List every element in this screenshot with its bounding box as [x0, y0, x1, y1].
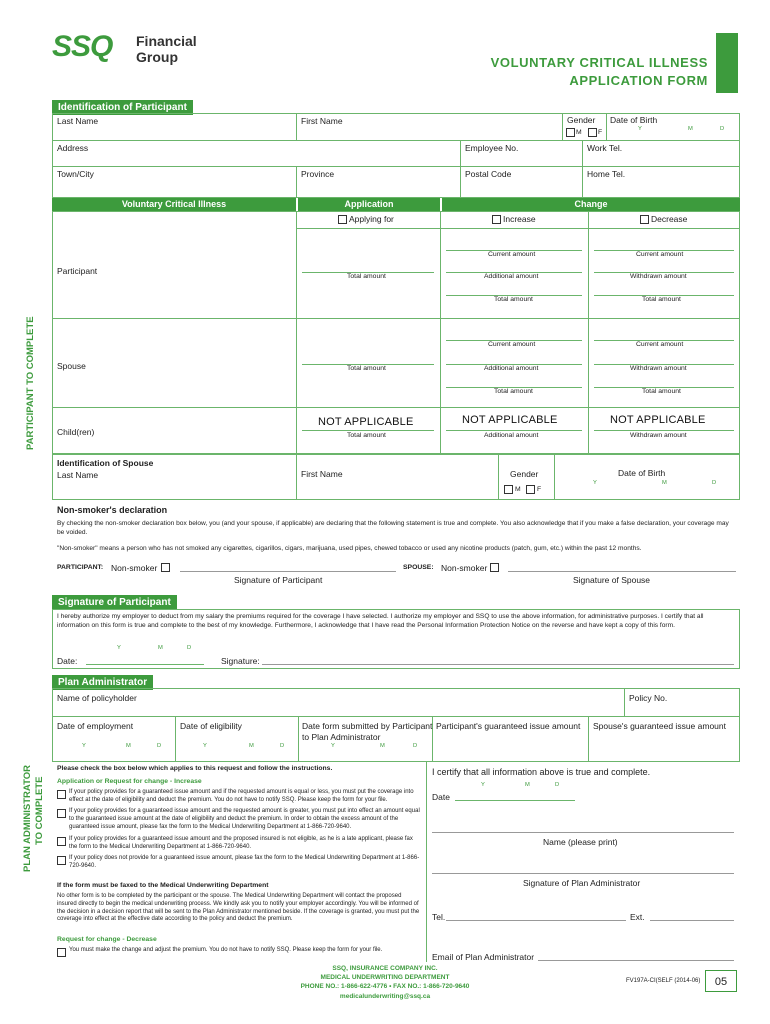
gender-m-label: M: [576, 129, 582, 136]
gender-label: Gender: [567, 115, 596, 125]
spouse-gender-m: M: [515, 486, 521, 493]
email-label: Email of Plan Administrator: [432, 952, 535, 962]
sig-d: D: [187, 645, 192, 651]
footer-line3: PHONE NO.: 1-866-622-4776 • FAX NO.: 1-866-720-9640: [300, 983, 470, 990]
policy-no-label: Policy No.: [629, 693, 668, 703]
p-dec-withdrawn: Withdrawn amount: [630, 273, 687, 280]
section-signature-title: Signature of Participant: [52, 595, 177, 610]
coverage-col-vci: Voluntary Critical Illness: [121, 199, 227, 209]
name-print-label: Name (please print): [543, 837, 618, 847]
gender-f-label: F: [598, 129, 603, 136]
faxed-title: If the form must be faxed to the Medical Underwriting Department: [57, 882, 269, 889]
decrease-text: You must make the change and adjust the premium. You do not have to notify SSQ. Please keep the form for your file.: [69, 947, 383, 953]
s-inc-current: Current amount: [488, 341, 536, 348]
ext-label: Ext.: [630, 912, 645, 922]
increase-checkbox[interactable]: [492, 215, 501, 224]
p-dec-current: Current amount: [636, 251, 684, 258]
p-inc-current: Current amount: [488, 251, 536, 258]
spouse-id-title: Identification of Spouse: [57, 458, 154, 468]
title-accent-bar: [716, 33, 738, 93]
faxed-text: No other form is to be completed by the participant or the spouse. The Medical Underwriting Department will contact the proposed insured directly to begin the medical underwriting process. We kindly ask you to notify your employer accordingly. You will be informed of the decision in a decision report that will be sent to the Plan Administrator mentioned beside. If the coverage is granted, you must put the coverage into effect at the effective date according to the policy and deduct the premium.: [57, 893, 420, 923]
increase-label: Increase: [503, 214, 536, 224]
s-inc-total: Total amount: [494, 388, 533, 395]
logo-line1: Financial: [136, 33, 197, 49]
nonsmoker-spouse-checkbox[interactable]: [490, 563, 499, 572]
spouse-dob-y: Y: [593, 480, 597, 486]
emp-m: M: [126, 743, 131, 749]
footer-line1: SSQ, INSURANCE COMPANY INC.: [332, 965, 438, 972]
spouse-gender-m-checkbox[interactable]: [504, 485, 513, 494]
sig-date-label: Date:: [57, 656, 78, 666]
nonsmoker-text1: By checking the non-smoker declaration box below, you (and your spouse, if applicable) are declaring that the following statement is true and complete. You also acknowledge that if you make a false declaration, your coverage may be voided.: [57, 520, 729, 536]
c-dec-withdrawn: Withdrawn amount: [630, 432, 687, 439]
opt1-checkbox[interactable]: [57, 790, 66, 799]
dob-y: Y: [638, 126, 642, 132]
cert-d: D: [555, 782, 560, 788]
last-name-label: Last Name: [57, 116, 99, 126]
nonsmoker-participant-text: Non-smoker: [111, 563, 158, 573]
spouse-gender-f: F: [537, 486, 542, 493]
sig-spouse-label: Signature of Spouse: [573, 575, 651, 585]
spouse-last-name: Last Name: [57, 470, 99, 480]
ssq-logo: [52, 30, 212, 70]
elig-y: Y: [203, 743, 207, 749]
dob-d: D: [720, 126, 725, 132]
emp-d: D: [157, 743, 162, 749]
coverage-col-application: Application: [344, 199, 394, 209]
page-number: 05: [705, 970, 737, 992]
side-label-participant: PARTICIPANT TO COMPLETE: [25, 316, 36, 450]
certify-text: I certify that all information above is true and complete.: [432, 767, 651, 777]
opt1-text: If your policy provides for a guaranteed issue amount and if the requested amount is equal or less, you must put the coverage into effect at the date of eligibility and deduct the premium. You do not have to notify SSQ. Please keep the form for your file.: [69, 789, 414, 803]
date-eligibility-label: Date of eligibility: [180, 721, 242, 731]
s-app-total: Total amount: [347, 365, 386, 372]
spouse-first-name: First Name: [301, 469, 343, 479]
nonsmoker-spouse-text: Non-smoker: [441, 563, 488, 573]
check-instruction: Please check the box below which applies to this request and follow the instructions.: [57, 765, 333, 772]
date-employment-label: Date of employment: [57, 721, 134, 731]
town-city-label: Town/City: [57, 169, 94, 179]
c-inc-additional: Additional amount: [484, 432, 539, 439]
employee-no-label: Employee No.: [465, 143, 519, 153]
sig-admin-label: Signature of Plan Administrator: [523, 878, 641, 888]
app-increase-title: Application or Request for change - Increase: [57, 778, 202, 785]
decrease-option-checkbox[interactable]: [57, 948, 66, 957]
opt3-text: If your policy provides for a guaranteed issue amount and the proposed insured is not eligible, as he is a late applicant, please fax the form to the Medical Underwriting Department at 1-866-720-9640.: [69, 836, 413, 850]
applying-for-checkbox[interactable]: [338, 215, 347, 224]
sub-y: Y: [331, 743, 335, 749]
nonsmoker-spouse-label: SPOUSE:: [403, 564, 434, 571]
date-submitted-label: Date form submitted by Participant: [302, 721, 433, 731]
title-line2: APPLICATION FORM: [569, 73, 708, 88]
nonsmoker-text2: "Non-smoker" means a person who has not smoked any cigarettes, cigarillos, cigars, marijuana, used pipes, chewed tobacco or used any nicotine products (patch, gum, etc.) within the past 12 months.: [57, 545, 642, 552]
s-dec-current: Current amount: [636, 341, 684, 348]
side-label-admin-1: PLAN ADMINISTRATOR: [22, 765, 33, 872]
section-identification-title: Identification of Participant: [52, 100, 193, 115]
opt2-checkbox[interactable]: [57, 809, 66, 818]
p-dec-total: Total amount: [642, 296, 681, 303]
row-participant-label: Participant: [57, 266, 98, 276]
logo-line2: Group: [136, 49, 178, 65]
to-plan-admin-label: to Plan Administrator: [302, 732, 381, 742]
emp-y: Y: [82, 743, 86, 749]
decrease-label: Decrease: [651, 214, 688, 224]
sig-participant-label: Signature of Participant: [234, 575, 323, 585]
s-inc-additional: Additional amount: [484, 365, 539, 372]
spouse-dob-d: D: [712, 480, 717, 486]
nonsmoker-title: Non-smoker's declaration: [57, 505, 168, 515]
decrease-checkbox[interactable]: [640, 215, 649, 224]
footer-line2: MEDICAL UNDERWRITING DEPARTMENT: [320, 974, 450, 981]
elig-m: M: [249, 743, 254, 749]
nonsmoker-participant-checkbox[interactable]: [161, 563, 170, 572]
work-tel-label: Work Tel.: [587, 143, 623, 153]
p-inc-additional: Additional amount: [484, 273, 539, 280]
gender-m-checkbox[interactable]: [566, 128, 575, 137]
elig-d: D: [280, 743, 285, 749]
c-app-total: Total amount: [347, 432, 386, 439]
sig-m: M: [158, 645, 163, 651]
s-dec-withdrawn: Withdrawn amount: [630, 365, 687, 372]
p-app-total: Total amount: [347, 273, 386, 280]
address-label: Address: [57, 143, 89, 153]
c-inc-not-applicable: NOT APPLICABLE: [462, 414, 558, 426]
opt3-checkbox[interactable]: [57, 837, 66, 846]
c-dec-not-applicable: NOT APPLICABLE: [610, 414, 706, 426]
first-name-label: First Name: [301, 116, 343, 126]
s-dec-total: Total amount: [642, 388, 681, 395]
signature-text: I hereby authorize my employer to deduct from my salary the premiums required for the coverage I have selected. I authorize my employer and SSQ to use the above information, for administrative purposes. I certify that all information on this form is true and complete to the best of my knowledge. Furthermore, I acknowledge that I have read the Personal Information Protection Notice on the reverse and have kept a copy of this form.: [57, 613, 704, 629]
row-spouse-label: Spouse: [57, 361, 86, 371]
row-children-label: Child(ren): [57, 427, 95, 437]
nonsmoker-participant-label: PARTICIPANT:: [57, 564, 104, 571]
logo-ssq-text: SSQ: [52, 30, 113, 63]
opt2-text: If your policy provides for a guaranteed issue amount and the requested amount is greater, you must put into effect an amount equal to the guaranteed issue amount at the date of eligibility and deduct the premium. In order to obtain the excess amount of the guaranteed issue amount, please fax the form to the Medical Underwriting Department at 1-866-720-9640.: [69, 808, 420, 830]
sig-y: Y: [117, 645, 121, 651]
cert-y: Y: [481, 782, 485, 788]
sub-d: D: [413, 743, 418, 749]
spouse-gender-f-checkbox[interactable]: [526, 485, 535, 494]
policyholder-label: Name of policyholder: [57, 693, 137, 703]
province-label: Province: [301, 169, 335, 179]
title-line1: VOLUNTARY CRITICAL ILLNESS: [490, 55, 708, 70]
decrease-title: Request for change - Decrease: [57, 936, 157, 943]
section-admin-title: Plan Administrator: [52, 675, 153, 690]
cert-m: M: [525, 782, 530, 788]
applying-for-label: Applying for: [349, 214, 394, 224]
dob-m: M: [688, 126, 693, 132]
p-inc-total: Total amount: [494, 296, 533, 303]
coverage-col-change: Change: [574, 199, 608, 209]
c-app-not-applicable: NOT APPLICABLE: [318, 416, 414, 428]
spouse-dob-m: M: [662, 480, 667, 486]
cert-date-label: Date: [432, 792, 450, 802]
spouse-gender: Gender: [510, 469, 539, 479]
side-label-admin-2: TO COMPLETE: [34, 776, 45, 845]
identification-box: [52, 113, 740, 198]
sig-signature-label: Signature:: [221, 656, 260, 666]
postal-code-label: Postal Code: [465, 169, 512, 179]
dob-label: Date of Birth: [610, 115, 658, 125]
opt4-checkbox[interactable]: [57, 856, 66, 865]
gender-f-checkbox[interactable]: [588, 128, 597, 137]
tel-label: Tel.: [432, 912, 446, 922]
footer-email: medicalunderwriting@ssq.ca: [339, 993, 431, 1000]
spouse-dob: Date of Birth: [618, 468, 666, 478]
opt4-text: If your policy does not provide for a guaranteed issue amount, please fax the form to the Medical Underwriting Department at 1-866-720-9640.: [69, 855, 420, 869]
sub-m: M: [380, 743, 385, 749]
form-code: FV197A-CI(SELF (2014-06): [626, 978, 701, 984]
participant-guaranteed-label: Participant's guaranteed issue amount: [436, 721, 581, 731]
home-tel-label: Home Tel.: [587, 169, 626, 179]
spouse-guaranteed-label: Spouse's guaranteed issue amount: [593, 721, 726, 731]
